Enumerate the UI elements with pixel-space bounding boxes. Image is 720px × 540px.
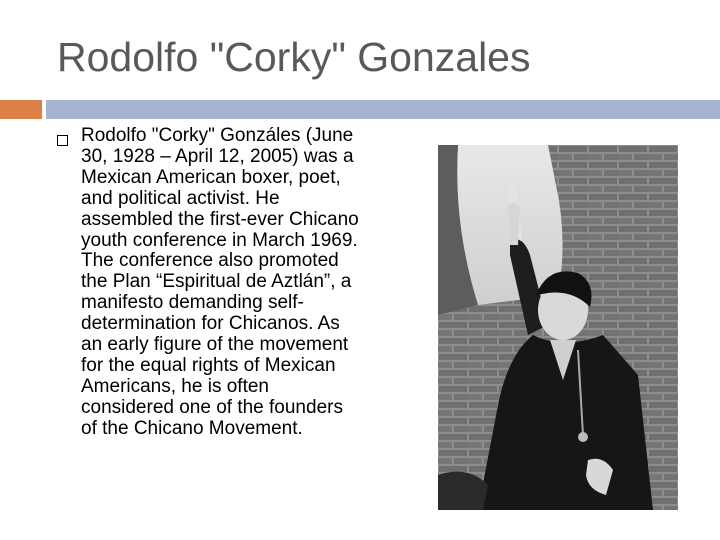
hollow-square-bullet-icon [57,135,68,146]
portrait-photo [438,145,678,510]
bullet-text: Rodolfo "Corky" Gonzáles (June 30, 1928 – April 12, 2005) was a Mexican American boxer, poet, and political activist. He assembled the first-ever Chicano youth conference in March 1969. The conference also promoted the Plan “Espiritual de Aztlán”, a manifesto demanding self-determination for Chicanos. As an early figure of the movement for the equal rights of Mexican Americans, he is often considered one of the founders of the Chicano Movement. [81,125,359,439]
slide-title: Rodolfo "Corky" Gonzales [57,34,531,80]
accent-bar-orange [0,100,42,119]
accent-bar-blue [46,100,720,119]
